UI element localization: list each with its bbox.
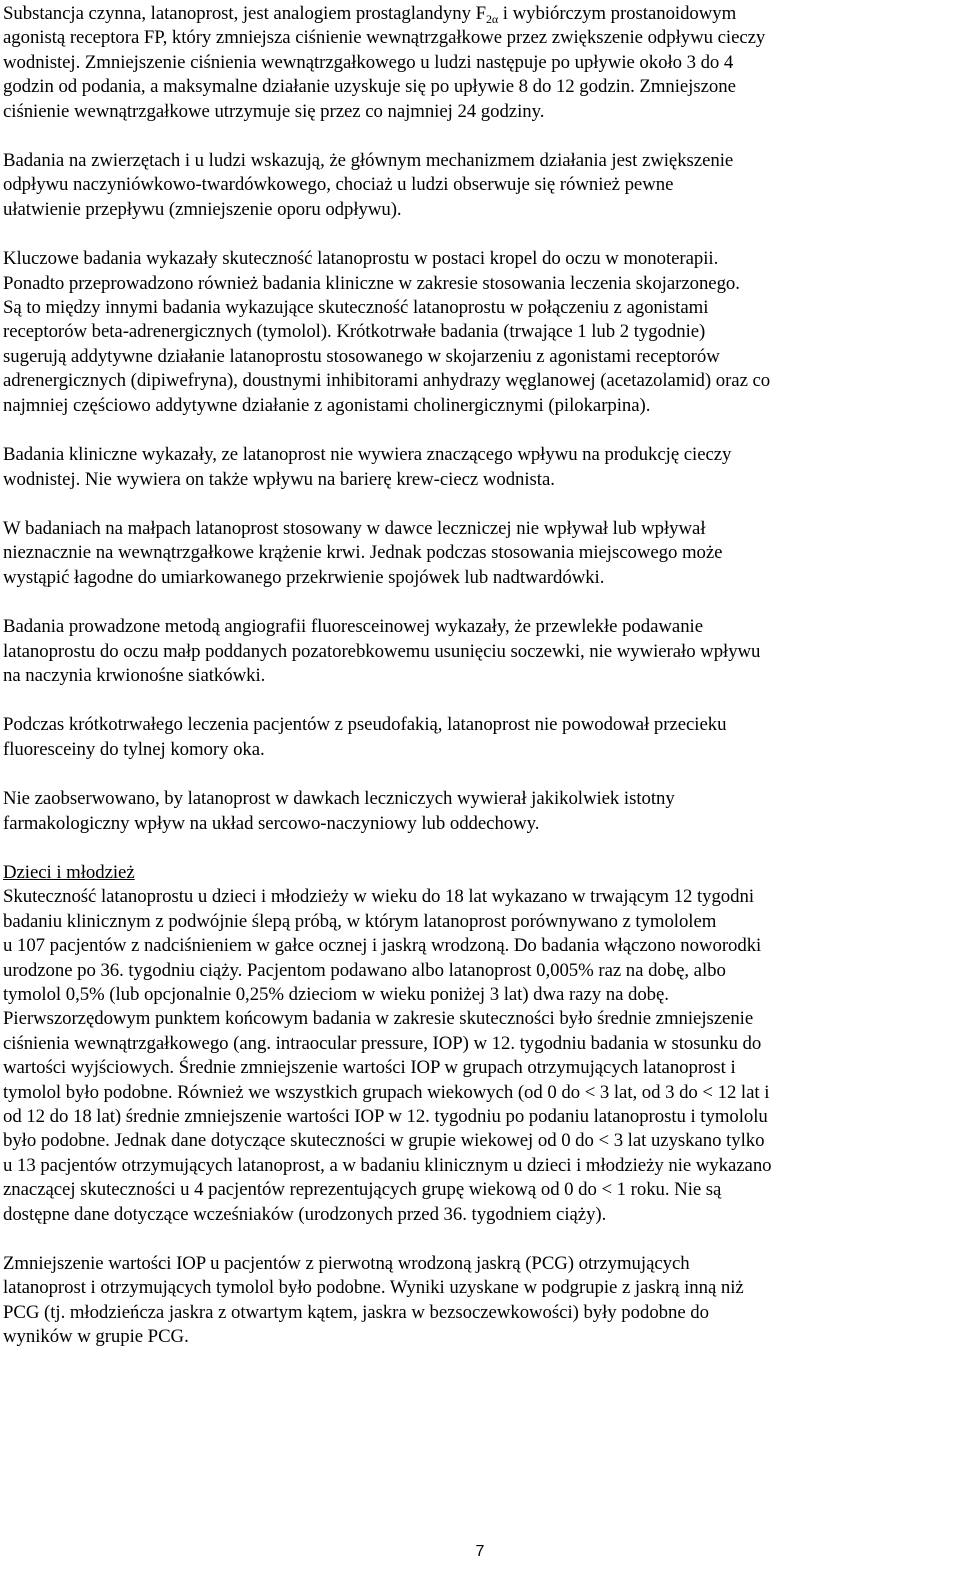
text-line: Zmniejszenie wartości IOP u pacjentów z pierwotną wrodzoną jaskrą (PCG) otrzymujących <box>3 1253 690 1275</box>
text-line: Badania kliniczne wykazały, ze latanoprost nie wywiera znaczącego wpływu na produkcję cieczy <box>3 444 732 466</box>
text-line: u 107 pacjentów z nadciśnieniem w gałce ocznej i jaskrą wrodzoną. Do badania włączono noworodki <box>3 935 762 957</box>
text-line: tymolol było podobne. Również we wszystkich grupach wiekowych (od 0 do < 3 lat, od 3 do < 12 lat i <box>3 1081 770 1103</box>
text-line: fluoresceiny do tylnej komory oka. <box>3 738 265 760</box>
paragraph-angiography <box>3 615 958 688</box>
text-line: ciśnienia wewnątrzgałkowego (ang. intraocular pressure, IOP) w 12. tygodniu badania w stosunku do <box>3 1032 762 1054</box>
text-line: Nie zaobserwowano, by latanoprost w dawkach leczniczych wywierał jakikolwiek istotny <box>3 788 675 810</box>
text-line: Skuteczność latanoprostu u dzieci i młodzieży w wieku do 18 lat wykazano w trwającym 12 tygodni <box>3 886 754 908</box>
text-line: badaniu klinicznym z podwójnie ślepą próbą, w którym latanoprost porównywano z tymololem <box>3 910 717 932</box>
text-line: dostępne dane dotyczące wcześniaków (urodzonych przed 36. tygodniem ciąży). <box>3 1203 607 1225</box>
text-line: PCG (tj. młodzieńcza jaskra z otwartym kątem, jaskra w bezsoczewkowości) były podobne do <box>3 1301 709 1323</box>
text-line: wartości wyjściowych. Średnie zmniejszenie wartości IOP w grupach otrzymujących latanoprost i <box>3 1057 736 1079</box>
paragraph-pcg <box>3 1252 958 1350</box>
text-line: Są to między innymi badania wykazujące skuteczność latanoprostu w połączeniu z agonistami <box>3 297 709 319</box>
text-line: Badania prowadzone metodą angiografii fluoresceinowej wykazały, że przewlekłe podawanie <box>3 616 703 638</box>
text-line: Podczas krótkotrwałego leczenia pacjentów z pseudofakią, latanoprost nie powodował przecieku <box>3 714 727 736</box>
text-line: ułatwienie przepływu (zmniejszenie oporu odpływu). <box>3 198 402 220</box>
text-line: nieznacznie na wewnątrzgałkowe krążenie krwi. Jednak podczas stosowania miejscowego może <box>3 542 723 564</box>
text-line: ciśnienie wewnątrzgałkowe utrzymuje się przez co najmniej 24 godziny. <box>3 100 545 122</box>
text-line: było podobne. Jednak dane dotyczące skuteczności w grupie wiekowej od 0 do < 3 lat uzyskano tylko <box>3 1130 765 1152</box>
text-line: farmakologiczny wpływ na układ sercowo-naczyniowy lub oddechowy. <box>3 812 540 834</box>
text-line: odpływu naczyniówkowo-twardówkowego, chociaż u ludzi obserwuje się również pewne <box>3 174 674 196</box>
text-line: latanoprostu do oczu małp poddanych pozatorebkowemu usunięciu soczewki, nie wywierało wpływu <box>3 640 761 662</box>
text-line: wyników w grupie PCG. <box>3 1326 189 1348</box>
text-line: Kluczowe badania wykazały skuteczność latanoprostu w postaci kropel do oczu w monoterapii. <box>3 248 719 270</box>
text-line: najmniej częściowo addytywne działanie z agonistami cholinergicznymi (pilokarpina). <box>3 394 651 416</box>
paragraph-pediatric <box>3 861 958 1227</box>
paragraph-cardiovascular <box>3 787 958 836</box>
paragraph-key-studies <box>3 247 958 418</box>
text-line: sugerują addytywne działanie latanoprostu stosowanego w skojarzeniu z agonistami receptorów <box>3 345 720 367</box>
text-line: wodnistej. Nie wywiera on także wpływu na barierę krew-ciecz wodnista. <box>3 468 555 490</box>
text-line: Badania na zwierzętach i u ludzi wskazują, że głównym mechanizmem działania jest zwiększenie <box>3 150 734 172</box>
text-line: tymolol 0,5% (lub opcjonalnie 0,25% dzieciom w wieku poniżej 3 lat) dwa razy na dobę. <box>3 984 669 1005</box>
text-line: godzin od podania, a maksymalne działanie uzyskuje się po upływie 8 do 12 godzin. Zmniejszone <box>3 76 736 98</box>
subscript: 2α <box>485 12 499 26</box>
text-line: agonistą receptora FP, który zmniejsza ciśnienie wewnątrzgałkowe przez zwiększenie odpływu cieczy <box>3 27 766 49</box>
text-line: wodnistej. Zmniejszenie ciśnienia wewnątrzgałkowego u ludzi następuje po upływie około 3 do 4 <box>3 51 734 73</box>
text-line: urodzone po 36. tygodniu ciąży. Pacjentom podawano albo latanoprost 0,005% raz na dobę, albo <box>3 959 726 981</box>
text-line: W badaniach na małpach latanoprost stosowany w dawce leczniczej nie wpływał lub wpływał <box>3 517 706 539</box>
text-line: Substancja czynna, latanoprost, jest analogiem prostaglandyny $F_{2\alpha}$ i wybiórczym prostanoidowym <box>3 3 737 26</box>
paragraph-animal-studies <box>3 149 958 222</box>
page-number: 7 <box>475 1543 485 1560</box>
text-line: od 12 do 18 lat) średnie zmniejszenie wartości IOP w 12. tygodniu po podaniu latanoprostu i tymololu <box>3 1106 768 1128</box>
text-line: receptorów beta-adrenergicznych (tymolol). Krótkotrwałe badania (trwające 1 lub 2 tygodnie) <box>3 321 706 343</box>
text-line: u 13 pacjentów otrzymujących latanoprost, a w badaniu klinicznym u dzieci i młodzieży nie wykazano <box>3 1154 772 1176</box>
text-line: Ponadto przeprowadzono również badania kliniczne w zakresie stosowania leczenia skojarzonego. <box>3 272 740 294</box>
text-line: wystąpić łagodne do umiarkowanego przekrwienie spojówek lub nadtwardówki. <box>3 566 605 588</box>
text-line: adrenergicznych (dipiwefryna), doustnymi inhibitorami anhydrazy węglanowej (acetazolamid) oraz co <box>3 370 771 392</box>
document-page <box>3 2 958 1350</box>
paragraph-pseudophakia <box>3 713 958 762</box>
text-line: Pierwszorzędowym punktem końcowym badania w zakresie skuteczności było średnie zmniejszenie <box>3 1008 754 1030</box>
text-line: znaczącej skuteczności u 4 pacjentów reprezentujących grupę wiekową od 0 do < 1 roku. Nie są <box>3 1179 722 1201</box>
paragraph-aqueous-humor <box>3 443 958 492</box>
text-line: na naczynia krwionośne siatkówki. <box>3 664 266 686</box>
paragraph-monkey-studies <box>3 517 958 590</box>
paragraph-mechanism <box>3 2 958 124</box>
text-line: latanoprost i otrzymujących tymolol było podobne. Wyniki uzyskane w podgrupie z jaskrą inną niż <box>3 1277 744 1299</box>
section-heading: Dzieci i młodzież <box>3 861 135 883</box>
